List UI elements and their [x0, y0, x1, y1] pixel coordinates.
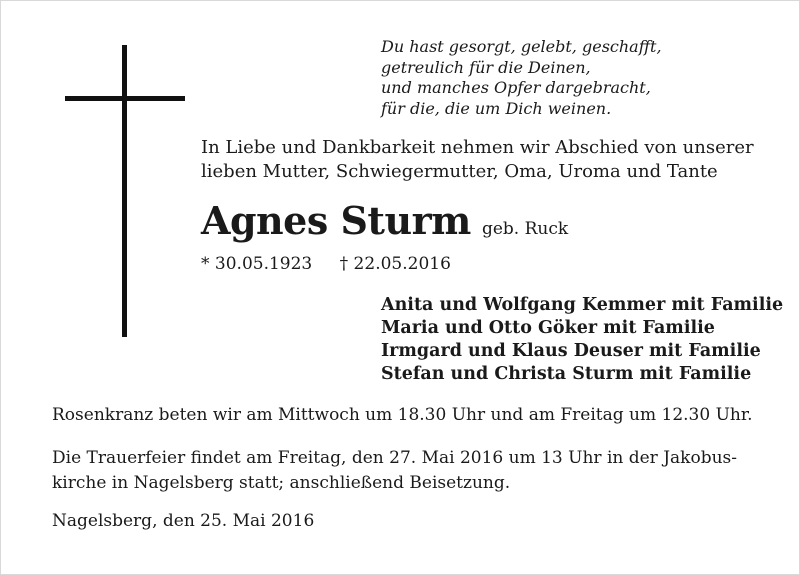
- intro-text: [201, 136, 781, 184]
- maiden-name: geb. Ruck: [481, 219, 569, 239]
- mourner-line: Anita und Wolfgang Kemmer mit Familie: [381, 295, 784, 315]
- place-date-line: Nagelsberg, den 25. Mai 2016: [52, 511, 315, 531]
- funeral-line: Die Trauerfeier findet am Freitag, den 27. Mai 2016 um 13 Uhr in der Jakobus-: [52, 448, 737, 468]
- mourner-line: Maria und Otto Göker mit Familie: [381, 318, 715, 338]
- memorial-poem: [381, 37, 781, 119]
- cross-horizontal-bar: [65, 96, 185, 101]
- deceased-name: Agnes Sturm: [201, 198, 471, 243]
- birth-date: * 30.05.1923: [201, 254, 313, 274]
- mourners-list: [381, 294, 783, 386]
- mourner-line: Stefan und Christa Sturm mit Familie: [381, 364, 752, 384]
- poem-line: für die, die um Dich weinen.: [381, 98, 612, 118]
- rosary-notice: [52, 403, 782, 428]
- death-date: † 22.05.2016: [339, 254, 451, 274]
- rosary-line: Rosenkranz beten wir am Mittwoch um 18.30 Uhr und am Freitag um 12.30 Uhr.: [52, 405, 753, 425]
- deceased-name-row: [201, 198, 568, 243]
- poem-line: Du hast gesorgt, gelebt, geschafft,: [381, 37, 662, 56]
- cross-vertical-bar: [122, 45, 127, 337]
- poem-line: getreulich für die Deinen,: [381, 57, 591, 77]
- intro-line: lieben Mutter, Schwiegermutter, Oma, Uroma und Tante: [201, 161, 718, 182]
- place-date: [52, 509, 782, 534]
- life-dates: [201, 254, 451, 274]
- intro-line: In Liebe und Dankbarkeit nehmen wir Abschied von unserer: [201, 137, 754, 158]
- funeral-notice: [52, 446, 782, 496]
- poem-line: und manches Opfer dargebracht,: [381, 78, 651, 97]
- funeral-line: kirche in Nagelsberg statt; anschließend Beisetzung.: [52, 473, 511, 493]
- mourner-line: Irmgard und Klaus Deuser mit Familie: [381, 341, 761, 361]
